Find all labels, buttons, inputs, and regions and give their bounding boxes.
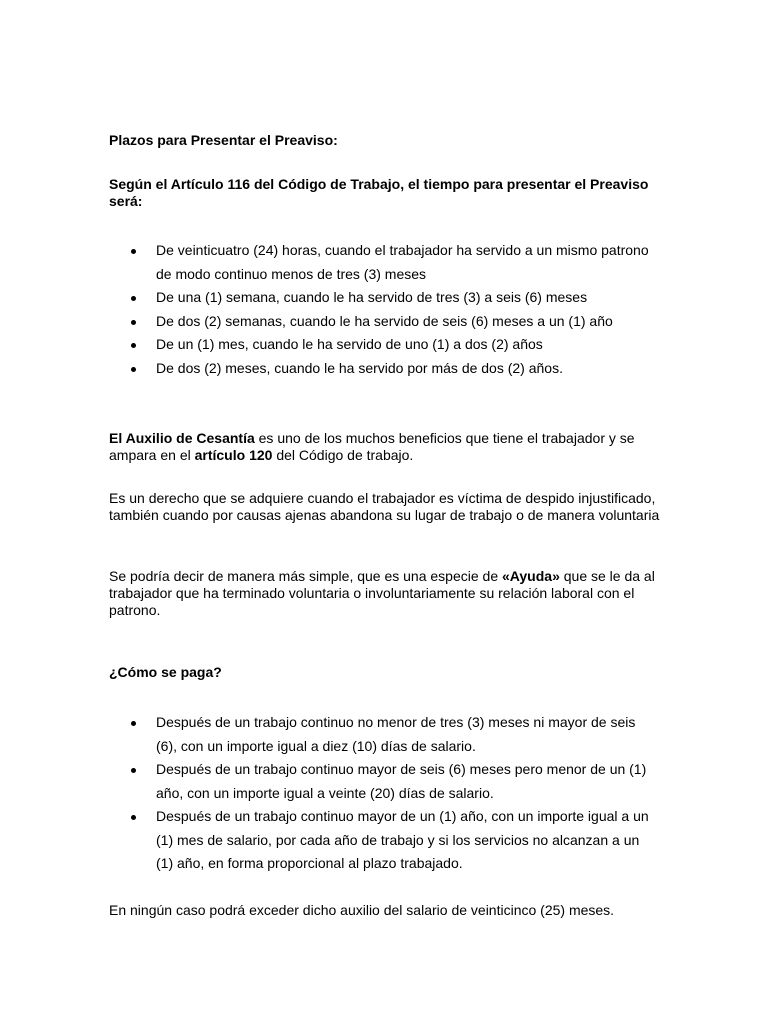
closing-paragraph: En ningún caso podrá exceder dicho auxilio del salario de veinticinco (25) meses. [109,902,615,918]
auxilio-paragraph-3: Se podría decir de manera más simple, que es una especie de «Ayuda» que se le da al trabajador que ha terminado voluntaria o involuntariamente su relación laboral con el patrono. [109,568,655,618]
preaviso-list [109,239,649,380]
list-item: Después de un trabajo continuo no menor de tres (3) meses ni mayor de seis (6), con un importe igual a diez (10) días de salario. [109,711,649,758]
bullet-icon [131,815,136,820]
bullet-icon [131,721,136,726]
list-item: Después de un trabajo continuo mayor de seis (6) meses pero menor de un (1) año, con un importe igual a veinte (20) días de salario. [109,758,649,805]
bullet-icon [131,367,136,372]
list-item: De veinticuatro (24) horas, cuando el trabajador ha servido a un mismo patrono de modo continuo menos de tres (3) meses [109,239,649,286]
bullet-icon [131,768,136,773]
auxilio-paragraph-2: Es un derecho que se adquiere cuando el trabajador es víctima de despido injustificado, también cuando por causas ajenas abandona su lugar de trabajo o de manera voluntaria [109,490,660,523]
section-intro-preaviso: Según el Artículo 116 del Código de Trabajo, el tiempo para presentar el Preaviso será: [109,176,649,209]
list-item: De dos (2) semanas, cuando le ha servido de seis (6) meses a un (1) año [109,310,649,334]
section-title-como-se-paga: ¿Cómo se paga? [109,664,222,680]
auxilio-paragraph-1: El Auxilio de Cesantía es uno de los muchos beneficios que tiene el trabajador y se ampara en el artículo 120 del Código de trabajo. [109,430,635,463]
list-item: Después de un trabajo continuo mayor de un (1) año, con un importe igual a un (1) mes de salario, por cada año de trabajo y si los servicios no alcanzan a un (1) año, en forma proporcional al plazo trabajado. [109,805,649,876]
list-item: De un (1) mes, cuando le ha servido de uno (1) a dos (2) años [109,333,649,357]
bullet-icon [131,296,136,301]
pago-list [109,711,649,876]
section-title-preaviso: Plazos para Presentar el Preaviso: [109,132,338,148]
bullet-icon [131,320,136,325]
list-item: De una (1) semana, cuando le ha servido de tres (3) a seis (6) meses [109,286,649,310]
list-item: De dos (2) meses, cuando le ha servido por más de dos (2) años. [109,357,649,381]
bullet-icon [131,249,136,254]
bullet-icon [131,343,136,348]
